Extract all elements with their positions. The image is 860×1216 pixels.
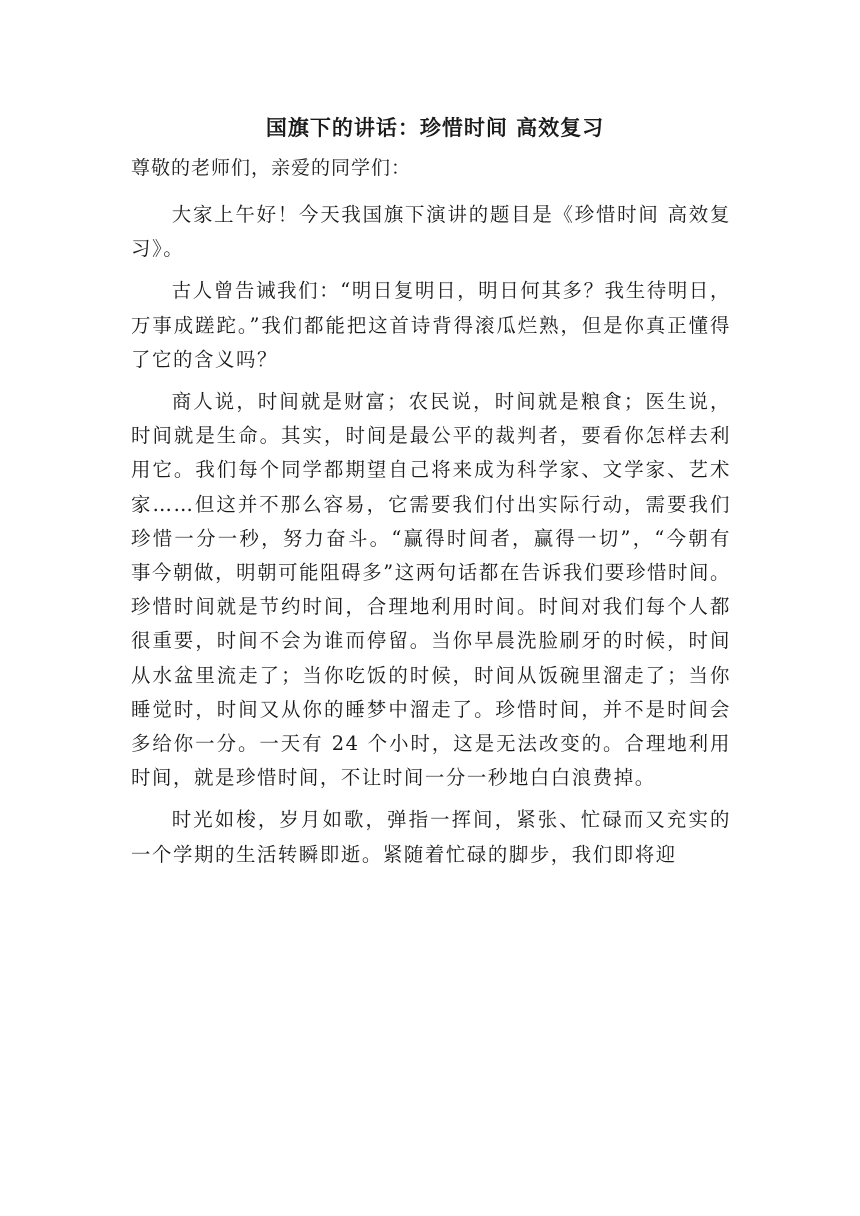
paragraph-greeting: 大家上午好！今天我国旗下演讲的题目是《珍惜时间 高效复习》。 [131,203,731,261]
paragraph-ancient-poem: 古人曾告诫我们：“明日复明日，明日何其多？我生待明日，万事成蹉跎。”我们都能把这首诗背得滚瓜烂熟，但是你真正懂得了它的含义吗？ [131,279,731,371]
paragraph-semester: 时光如梭，岁月如歌，弹指一挥间，紧张、忙碌而又充实的一个学期的生活转瞬即逝。紧随着忙碌的脚步，我们即将迎 [131,808,731,866]
document-title: 国旗下的讲话：珍惜时间 高效复习 [265,116,605,140]
paragraph-value-of-time: 商人说，时间就是财富；农民说，时间就是粮食；医生说，时间就是生命。其实，时间是最公平的裁判者，要看你怎样去利用它。我们每个同学都期望自己将来成为科学家、文学家、艺术家……但这并不那么容易，它需要我们付出实际行动，需要我们珍惜一分一秒，努力奋斗。“赢得时间者，赢得一切”，“今朝有事今朝做，明朝可能阻碍多”这两句话都在告诉我们要珍惜时间。珍惜时间就是节约时间，合理地利用时间。时间对我们每个人都很重要，时间不会为谁而停留。当你早晨洗脸刷牙的时候，时间从水盆里流走了；当你吃饭的时候，时间从饭碗里溜走了；当你睡觉时，时间又从你的睡梦中溜走了。珍惜时间，并不是时间会多给你一分。一天有 24 个小时，这是无法改变的。合理地利用时间，就是珍惜时间，不让时间一分一秒地白白浪费掉。 [131,390,731,790]
document-page [131,110,731,880]
salutation: 尊敬的老师们，亲爱的同学们： [131,157,412,179]
